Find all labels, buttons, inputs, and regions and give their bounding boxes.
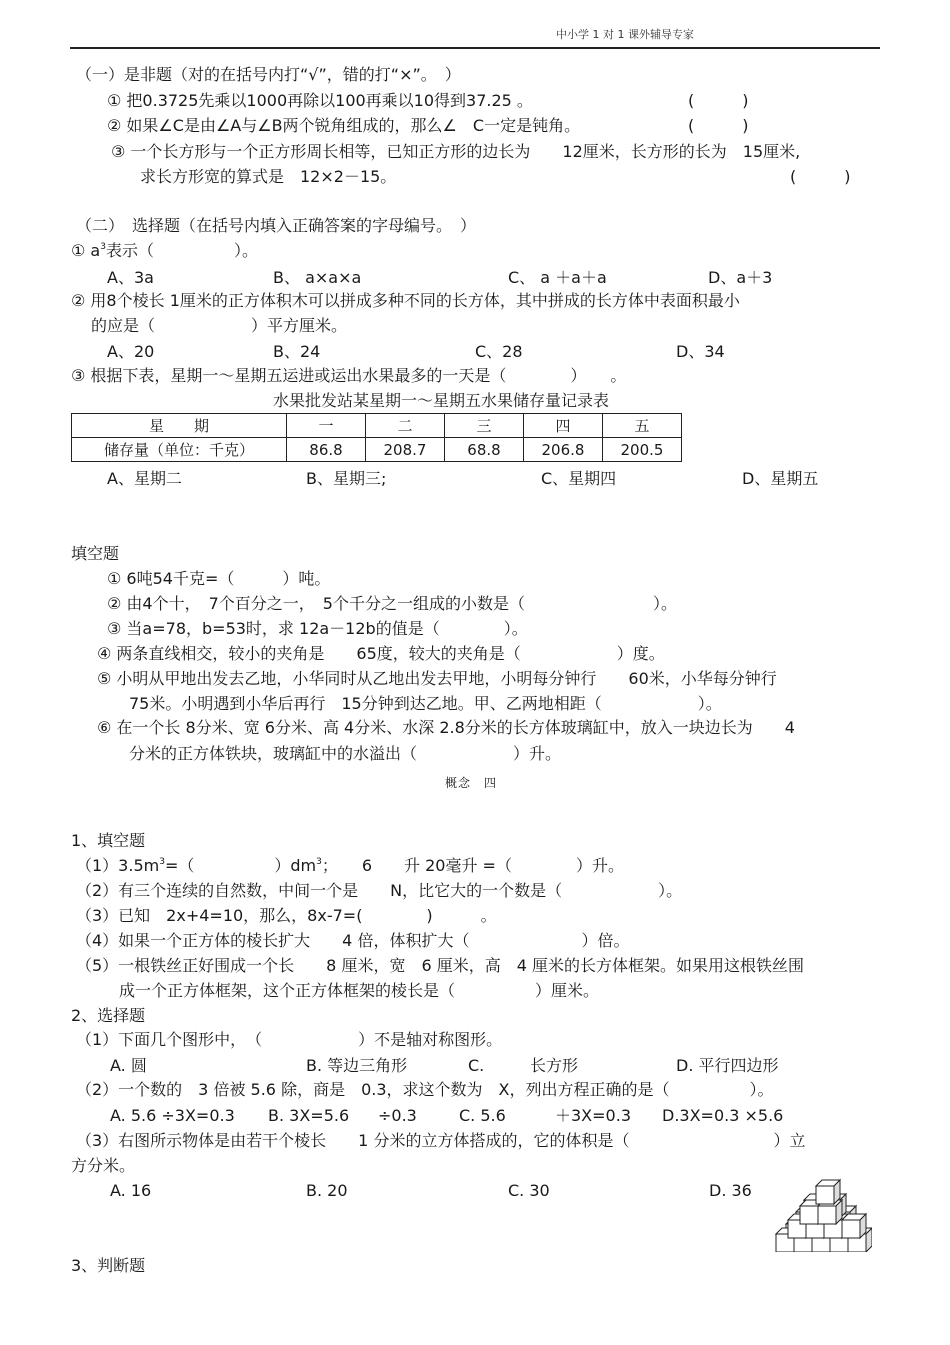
stock-table xyxy=(71,413,682,462)
mc-q1 xyxy=(71,243,258,259)
section2-heading: （二） 选择题（在括号内填入正确答案的字母编号。 ） xyxy=(76,216,477,235)
fill-item-5-line2: 75米。小明遇到小华后再行 15分钟到达乙地。甲、乙两地相距（ ）。 xyxy=(129,694,722,713)
fill-item-2: ② 由4个十， 7个百分之一， 5个千分之一组成的小数是（ ）。 xyxy=(107,594,677,613)
part2-q3-line1: （3）右图所示物体是由若干个棱长 1 分米的立方体搭成的，它的体积是（ ）立 xyxy=(76,1131,806,1150)
part1-q1-post: ； 6 升 20毫升 =（ ）升。 xyxy=(321,856,624,875)
part2-q3-option-b: B. 20 xyxy=(306,1181,348,1200)
part2-q3-option-c: C. 30 xyxy=(508,1181,550,1200)
mc-q1-option-c: C、 a ＋a＋a xyxy=(508,268,607,287)
table-value-cell: 208.7 xyxy=(366,438,445,462)
part1-q5-line2: 成一个正方体框架，这个正方体框架的棱长是（ ）厘米。 xyxy=(119,981,600,1000)
fill-item-6: ⑥ 在一个长 8分米、宽 6分米、高 4分米、水深 2.8分米的长方体玻璃缸中，放入一块边长为 4 xyxy=(97,718,795,737)
part1-q5: （5）一根铁丝正好围成一个长 8 厘米，宽 6 厘米，高 4 厘米的长方体框架。如果用这根铁丝围 xyxy=(76,956,804,975)
part2-q3-line2: 方分米。 xyxy=(71,1156,136,1175)
mc-q1-sup: 3 xyxy=(100,242,106,252)
header-brand: 中小学 1 对 1 课外辅导专家 xyxy=(556,28,694,41)
section1-heading: （一）是非题（对的在括号内打“√”，错的打“×”。 ） xyxy=(76,65,461,84)
mc-q3-option-c: C、星期四 xyxy=(541,469,617,488)
mc-q3-option-a: A、星期二 xyxy=(107,469,182,488)
part2-heading: 2、选择题 xyxy=(71,1006,146,1025)
part1-q3: （3）已知 2x+4=10，那么，8x-7=( ) 。 xyxy=(76,906,497,925)
part2-q1-option-c: C. xyxy=(468,1056,485,1075)
table-row xyxy=(72,438,682,462)
part1-q1-pre: （1）3.5m xyxy=(76,856,160,875)
mc-q2-option-d: D、34 xyxy=(676,342,725,361)
mc-q2-option-b: B、24 xyxy=(273,342,321,361)
tf-item-1: ① 把0.3725先乘以1000再除以100再乘以10得到37.25 。 xyxy=(107,91,533,110)
table-day-cell: 三 xyxy=(445,414,524,438)
part2-q1-option-a: A. 圆 xyxy=(110,1056,147,1075)
mc-q2-line2: 的应是（ ）平方厘米。 xyxy=(91,316,348,335)
part1-q4: （4）如果一个正方体的棱长扩大 4 倍，体积扩大（ ）倍。 xyxy=(76,931,630,950)
part2-q2-option-d: D.3X=0.3 ×5.6 xyxy=(662,1106,784,1125)
part2-q2-option-c-cont: ＋3X=0.3 xyxy=(555,1106,631,1125)
part1-q1-sup2: 3 xyxy=(316,857,322,867)
mc-q1-post: 表示（ ）。 xyxy=(105,241,258,260)
mc-q2-option-c: C、28 xyxy=(475,342,523,361)
table-day-cell: 一 xyxy=(287,414,366,438)
mc-q1-pre: ① a xyxy=(71,241,101,260)
mc-q2-line1: ② 用8个棱长 1厘米的正方体积木可以拼成多种不同的长方体，其中拼成的长方体中表面积最小 xyxy=(71,291,740,310)
tf-item-2: ② 如果∠C是由∠A与∠B两个锐角组成的，那么∠ C一定是钝角。 xyxy=(107,116,581,135)
table-row-label-days: 星 期 xyxy=(72,414,287,438)
mc-q3-option-b: B、星期三; xyxy=(306,469,387,488)
table-caption: 水果批发站某星期一～星期五水果储存量记录表 xyxy=(273,391,610,410)
part2-q1-option-b: B. 等边三角形 xyxy=(306,1056,408,1075)
table-value-cell: 200.5 xyxy=(603,438,682,462)
part1-heading: 1、填空题 xyxy=(71,831,146,850)
cube-stack-figure xyxy=(772,1176,872,1252)
fill-item-5: ⑤ 小明从甲地出发去乙地，小华同时从乙地出发去甲地，小明每分钟行 60米，小华每分钟行 xyxy=(97,669,777,688)
part3-heading: 3、判断题 xyxy=(71,1256,146,1275)
table-row xyxy=(72,414,682,438)
tf-item-3-line2: 求长方形宽的算式是 12×2－15。 xyxy=(140,167,397,186)
table-day-cell: 四 xyxy=(524,414,603,438)
part2-q1: （1）下面几个图形中， （ ）不是轴对称图形。 xyxy=(76,1030,503,1049)
table-day-cell: 二 xyxy=(366,414,445,438)
part2-q2-option-b: B. 3X=5.6 xyxy=(268,1106,350,1125)
mc-q1-option-b: B、 a×a×a xyxy=(273,268,362,287)
section3-heading: 填空题 xyxy=(71,544,120,563)
part2-q1-option-c-text: 长方形 xyxy=(530,1056,579,1075)
part2-q2-option-b-cont: ÷0.3 xyxy=(378,1106,417,1125)
table-row-label-stock: 储存量（单位：千克） xyxy=(72,438,287,462)
fill-item-1: ① 6吨54千克=（ ）吨。 xyxy=(107,569,331,588)
part2-q2-option-a: A. 5.6 ÷3X=0.3 xyxy=(110,1106,235,1125)
part1-q1-sup1: 3 xyxy=(159,857,165,867)
fill-item-4: ④ 两条直线相交，较小的夹角是 65度，较大的夹角是（ ）度。 xyxy=(97,644,665,663)
part1-q1-mid: =（ ）dm xyxy=(164,856,317,875)
table-value-cell: 86.8 xyxy=(287,438,366,462)
part2-q2: （2）一个数的 3 倍被 5.6 除，商是 0.3，求这个数为 X，列出方程正确的是（ ）。 xyxy=(76,1080,774,1099)
mc-q2-option-a: A、20 xyxy=(107,342,155,361)
header-rule xyxy=(70,47,880,49)
tf-item-1-blank: ( ) xyxy=(688,91,749,110)
part2-q2-option-c: C. 5.6 xyxy=(459,1106,506,1125)
table-day-cell: 五 xyxy=(603,414,682,438)
part2-q1-option-d: D. 平行四边形 xyxy=(676,1056,779,1075)
mc-q1-option-d: D、a＋3 xyxy=(708,268,773,287)
mc-q1-option-a: A、3a xyxy=(107,268,154,287)
part2-q3-option-a: A. 16 xyxy=(110,1181,152,1200)
mc-q3-option-d: D、星期五 xyxy=(742,469,819,488)
concept-title: 概念 四 xyxy=(445,776,498,790)
tf-item-2-blank: ( ) xyxy=(688,116,749,135)
fill-item-6-line2: 分米的正方体铁块，玻璃缸中的水溢出（ ）升。 xyxy=(129,744,562,763)
mc-q3: ③ 根据下表，星期一～星期五运进或运出水果最多的一天是（ ） 。 xyxy=(71,366,627,385)
tf-item-3-blank: ( ) xyxy=(790,167,851,186)
tf-item-3: ③ 一个长方形与一个正方形周长相等，已知正方形的边长为 12厘米，长方形的长为 15厘米, xyxy=(111,142,801,161)
part1-q2: （2）有三个连续的自然数，中间一个是 N，比它大的一个数是（ ）。 xyxy=(76,881,683,900)
table-value-cell: 206.8 xyxy=(524,438,603,462)
part1-q1 xyxy=(76,858,624,874)
part2-q3-option-d: D. 36 xyxy=(709,1181,752,1200)
table-value-cell: 68.8 xyxy=(445,438,524,462)
fill-item-3: ③ 当a=78，b=53时，求 12a－12b的值是（ ）。 xyxy=(107,619,528,638)
